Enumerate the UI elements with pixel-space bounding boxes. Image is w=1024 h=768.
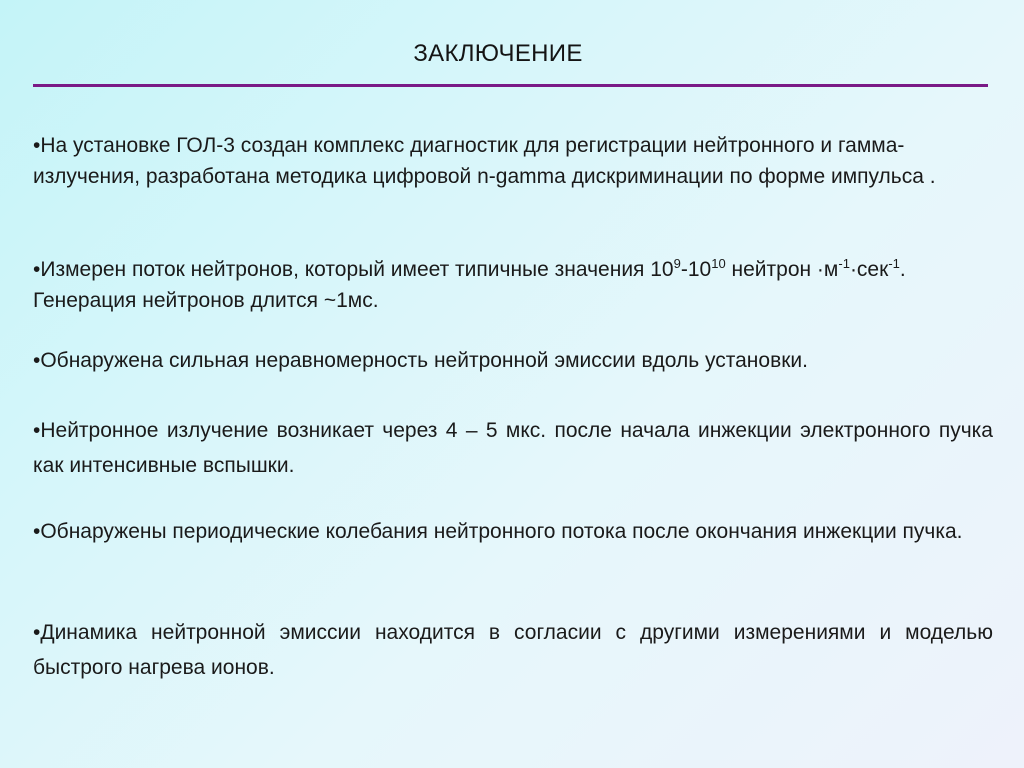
slide-title: ЗАКЛЮЧЕНИЕ [413,40,583,67]
exponent: 9 [673,256,681,271]
exponent: -1 [838,256,850,271]
exponent: -1 [888,256,900,271]
bullet-text: •Измерен поток нейтронов, который имеет типичные значения 10 [33,258,674,281]
bullet-emission-dynamics: •Динамика нейтронной эмиссии находится в согласии с другими измерениями и моделью быстрого нагрева ионов. [33,621,993,679]
bullet-emission-nonuniformity: •Обнаружена сильная неравномерность нейтронной эмиссии вдоль установки. [33,349,808,372]
bullet-text: ·сек [849,258,889,281]
bullet-text: . Генерация нейтронов длится ~1мс. [33,258,906,312]
exponent: 10 [711,256,726,271]
bullet-neutron-radiation-onset: •Нейтронное излучение возникает через 4 – 5 мкс. после начала инжекции электронного пучка как интенсивные вспышки. [33,419,993,477]
bullet-periodic-oscillations: •Обнаружены периодические колебания нейтронного потока после окончания инжекции пучка. [33,520,963,543]
title-divider [33,84,988,87]
bullet-text: -10 [680,258,712,281]
bullet-text: нейтрон ·м [725,258,839,281]
bullet-neutron-flux [33,254,993,316]
bullet-diagnostics-complex: •На установке ГОЛ-3 создан комплекс диагностик для регистрации нейтронного и гамма-излучения, разработана методика цифровой n-gamma дискриминации по форме импульса . [33,134,936,188]
